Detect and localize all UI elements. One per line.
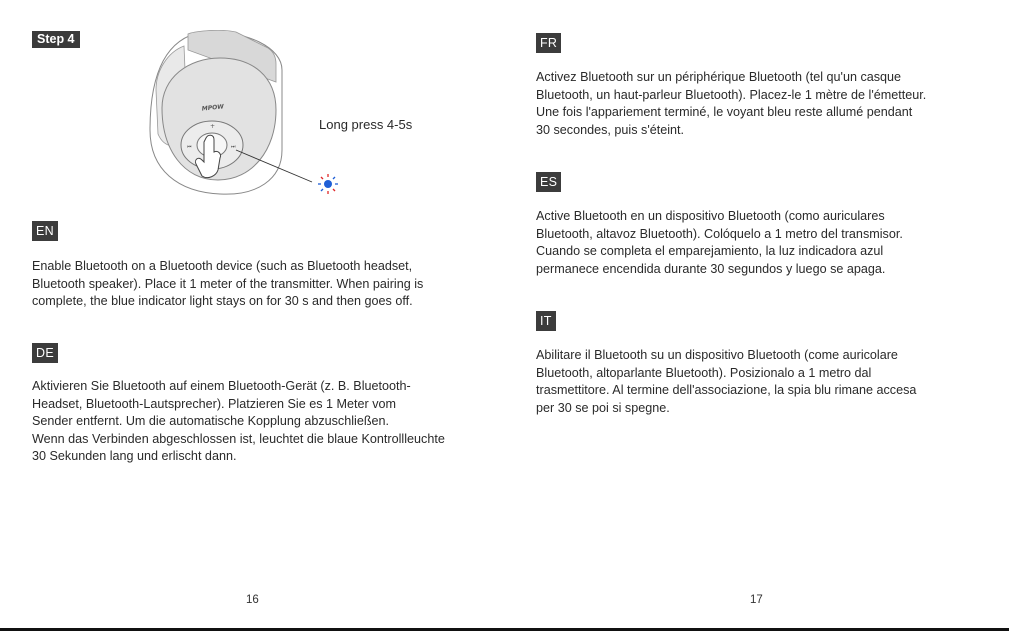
brand-logo: MPOW (201, 103, 225, 113)
lang-tag-en: EN (32, 221, 58, 241)
indicator-light-icon (318, 174, 338, 194)
instruction-de: Aktivieren Sie Bluetooth auf einem Bluetooth-Gerät (z. B. Bluetooth- Headset, Bluetooth-Lautsprecher). Platzieren Sie es 1 Meter vom Sender entfernt. Um die automatische Kopplung abzuschließen. Wenn das Verbinden abgeschlossen ist, leuchtet die blaue Kontrollleuchte 30 Sekunden lang und erlischt dann. (32, 379, 445, 464)
svg-text:⏭: ⏭ (231, 144, 236, 150)
instruction-fr: Activez Bluetooth sur un périphérique Bluetooth (tel qu'un casque Bluetooth, un haut-parleur Bluetooth). Placez-le 1 mètre de l'émetteur. Une fois l'appariement terminé, le voyant bleu reste allumé pendant 30 secondes, puis s'éteint. (536, 70, 927, 137)
lang-tag-es: ES (536, 172, 561, 192)
headphone-earcup-illustration (148, 30, 360, 198)
lang-tag-de: DE (32, 343, 58, 363)
step-label: Step 4 (32, 31, 80, 48)
page-number-right: 17 (750, 594, 763, 606)
svg-text:⏮: ⏮ (187, 144, 192, 150)
page-number-left: 16 (246, 594, 259, 606)
long-press-caption: Long press 4-5s (319, 117, 413, 132)
lang-tag-fr: FR (536, 33, 561, 53)
instruction-es: Active Bluetooth en un dispositivo Bluetooth (como auriculares Bluetooth, altavoz Bluetooth). Colóquelo a 1 metro del transmisor. Cuando se completa el emparejamiento, la luz indicadora azul permanece encendida durante 30 segundos y luego se apaga. (536, 209, 903, 276)
lang-tag-it: IT (536, 311, 556, 331)
instruction-en: Enable Bluetooth on a Bluetooth device (such as Bluetooth headset, Bluetooth speaker). Place it 1 meter of the transmitter. When pairing is complete, the blue indicator light stays on for 30 s and then goes off. (32, 259, 424, 309)
instruction-it: Abilitare il Bluetooth su un dispositivo Bluetooth (come auricolare Bluetooth, altoparlante Bluetooth). Posizionalo a 1 metro dal trasmettitore. Al termine dell'associazione, la spia blu rimane accesa per 30 se poi si spegne. (536, 348, 917, 415)
svg-text:+: + (210, 123, 216, 130)
